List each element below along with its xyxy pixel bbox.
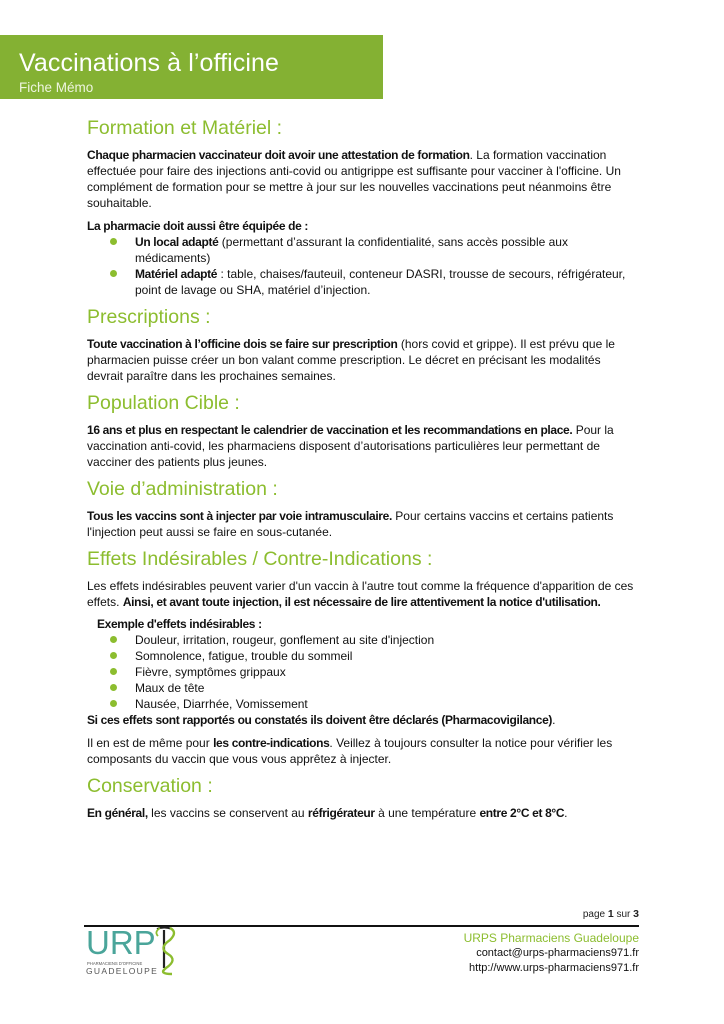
pharmacovigilance-bold: Si ces effets sont rapportés ou constatés ils doivent être déclarés (Pharmacovigilance) — [87, 713, 553, 727]
conservation-text-1: les vaccins se conservent au — [147, 806, 308, 820]
population-text: Pour la vaccination anti-covid, les pharmaciens disposent d’autorisations particulières leur permettant de vacciner des patients plus jeunes. — [87, 423, 614, 469]
bullet-icon — [110, 652, 117, 659]
section-administration — [87, 474, 639, 540]
item-text: Somnolence, fatigue, trouble du sommeil — [135, 649, 353, 663]
page-footer — [84, 908, 639, 976]
logo-text: URP — [86, 924, 156, 961]
document-body — [87, 113, 639, 821]
page-sep: sur — [613, 909, 634, 920]
item-text: Fièvre, symptômes grippaux — [135, 665, 286, 679]
population-bold: 16 ans et plus en respectant le calendrier de vaccination et les recommandations en place. — [87, 423, 573, 437]
heading-population: Population Cible : — [87, 392, 240, 414]
bullet-icon — [110, 238, 117, 245]
contraindications-paragraph — [87, 735, 639, 767]
bullet-icon — [110, 270, 117, 277]
equipment-intro-text: La pharmacie doit aussi être équipée de : — [87, 219, 309, 233]
logo-subtitle-1: PHARMACIENS D'OFFICINE — [87, 961, 143, 966]
prescriptions-text: (hors covid et grippe). Il est prévu que le pharmacien puisse créer un bon valant comme prescription. Le décret en précisant les modalités devrait paraître dans les prochaines semaines. — [87, 337, 615, 383]
conservation-bold-2: réfrigérateur — [307, 806, 375, 820]
section-conservation — [87, 771, 639, 821]
pharmacovigilance-end: . — [552, 713, 556, 727]
equipment-list — [87, 234, 639, 298]
conservation-bold-1: En général, — [87, 806, 148, 820]
bullet-icon — [110, 636, 117, 643]
page-total: 3 — [633, 908, 639, 920]
ci-text: . Veillez à toujours consulter la notice pour vérifier les composants du vaccin que vous vous apprêtez à injecter. — [87, 736, 613, 766]
list-item — [107, 696, 639, 712]
heading-administration: Voie d’administration : — [87, 478, 278, 500]
administration-text: Pour certains vaccins et certains patients l'injection peut aussi se faire en sous-cutanée. — [87, 509, 614, 539]
examples-label-text: Exemple d'effets indésirables : — [97, 617, 262, 631]
formation-bold: Chaque pharmacien vaccinateur doit avoir une attestation de formation — [87, 148, 470, 162]
item-bold: Matériel adapté — [135, 267, 218, 281]
conservation-text-2: à une température — [374, 806, 480, 820]
page-prefix: page — [582, 909, 608, 920]
prescriptions-paragraph — [87, 336, 639, 384]
administration-bold: Tous les vaccins sont à injecter par voie intramusculaire. — [87, 509, 392, 523]
ci-bold: les contre-indications — [213, 736, 330, 750]
heading-conservation: Conservation : — [87, 775, 213, 797]
side-effects-text: Les effets indésirables peuvent varier d'un vaccin à l'autre tout comme la fréquence d'apparition de ces effets. — [87, 579, 634, 609]
administration-paragraph — [87, 508, 639, 540]
section-side-effects — [87, 544, 639, 767]
heading-side-effects: Effets Indésirables / Contre-Indications : — [87, 548, 433, 570]
list-item — [107, 632, 639, 648]
section-prescriptions — [87, 302, 639, 384]
list-item — [107, 648, 639, 664]
section-population — [87, 388, 639, 470]
urps-logo — [86, 924, 184, 976]
equipment-intro — [87, 218, 639, 234]
organization-name: URPS Pharmaciens Guadeloupe — [463, 931, 639, 945]
contact-block — [464, 931, 639, 976]
list-item — [107, 266, 639, 298]
ci-text-pre: Il en est de même pour — [87, 736, 214, 750]
list-item — [107, 664, 639, 680]
item-text: Maux de tête — [135, 681, 205, 695]
bullet-icon — [110, 684, 117, 691]
contact-email[interactable]: contact@urps-pharmaciens971.fr — [476, 947, 639, 959]
heading-prescriptions: Prescriptions : — [87, 306, 211, 328]
item-text: Douleur, irritation, rougeur, gonflement au site d'injection — [135, 633, 435, 647]
item-text: (permettant d’assurant la confidentialité, sans accès possible aux médicaments) — [135, 235, 568, 265]
caduceus-icon — [156, 928, 174, 975]
title-banner — [0, 35, 383, 99]
document-title: Vaccinations à l’officine — [19, 49, 280, 77]
side-effects-bold: Ainsi, et avant toute injection, il est nécessaire de lire attentivement la notice d'utilisation. — [122, 595, 601, 609]
conservation-text-3: . — [564, 806, 568, 820]
list-item — [107, 234, 639, 266]
prescriptions-bold: Toute vaccination à l’officine dois se faire sur prescription — [87, 337, 398, 351]
item-text: : table, chaises/fauteuil, conteneur DASRI, trousse de secours, réfrigérateur, point de lavage ou SHA, matériel d’injection. — [135, 267, 626, 297]
item-bold: Un local adapté — [135, 235, 219, 249]
side-effects-paragraph — [87, 578, 639, 610]
formation-paragraph — [87, 147, 639, 211]
list-item — [107, 680, 639, 696]
formation-text: . La formation vaccination effectuée pour faire des injections anti-covid ou antigrippe est suffisante pour vacciner à l'officine. Un complément de formation pour se mettre à jour sur les nouvelles vaccinations peut néanmoins être souhaitable. — [87, 148, 621, 210]
page-current: 1 — [607, 908, 614, 920]
bullet-icon — [110, 668, 117, 675]
conservation-bold-3: entre 2°C et 8°C — [479, 806, 565, 820]
bullet-icon — [110, 700, 117, 707]
heading-formation: Formation et Matériel : — [87, 117, 283, 139]
examples-label — [97, 616, 639, 632]
logo-subtitle-2: GUADELOUPE — [86, 966, 159, 976]
side-effects-list — [87, 632, 639, 712]
section-formation — [87, 113, 639, 298]
population-paragraph — [87, 422, 639, 470]
document-subtitle: Fiche Mémo — [19, 80, 94, 95]
pharmacovigilance-note — [87, 712, 639, 728]
conservation-paragraph — [87, 805, 639, 821]
page-number — [84, 908, 639, 920]
item-text: Nausée, Diarrhée, Vomissement — [135, 697, 308, 711]
website-link[interactable]: http://www.urps-pharmaciens971.fr — [469, 962, 639, 974]
